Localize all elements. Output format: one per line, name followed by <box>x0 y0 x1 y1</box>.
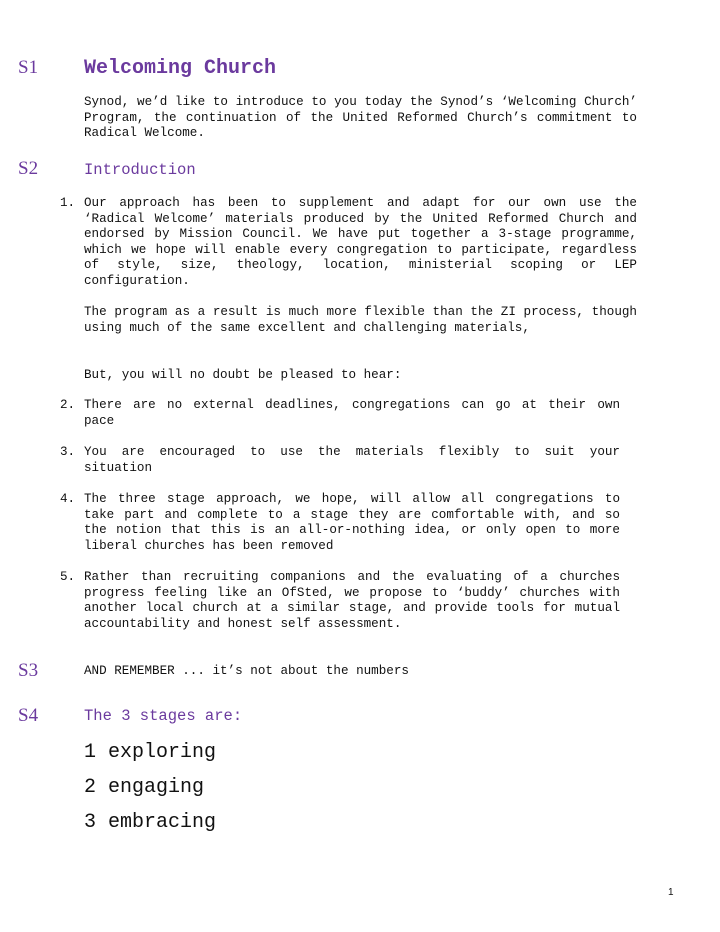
page-title: Welcoming Church <box>84 57 277 80</box>
list-text: There are no external deadlines, congregations can go at their own pace <box>84 398 620 428</box>
remember-line: AND REMEMBER ... it’s not about the numbers <box>84 664 409 678</box>
list-text: Our approach has been to supplement and adapt for our own use the ‘Radical Welcome’ materials produced by the United Reformed Church and endorsed by Mission Council. We have put together a 3-stage programme, which we hope will enable every congregation to participate, regardless of style, size, theology, location, ministerial scoping or LEP configuration. <box>84 196 637 288</box>
section-marker-s1: S1 <box>18 57 39 78</box>
list-item <box>60 445 620 476</box>
list-item <box>60 492 620 554</box>
list-item <box>60 398 620 429</box>
program-paragraph: The program as a result is much more flexible than the ZI process, though using much of the same excellent and challenging materials, <box>84 305 637 335</box>
section-marker-s3: S3 <box>18 660 39 681</box>
intro-paragraph: Synod, we’d like to introduce to you today the Synod’s ‘Welcoming Church’ Program, the continuation of the United Reformed Church’s commitment to Radical Welcome. <box>84 95 637 141</box>
list-number: 3. <box>60 445 76 459</box>
list-number: 1. <box>60 196 76 210</box>
section-marker-s4: S4 <box>18 705 39 726</box>
introduction-heading: Introduction <box>84 161 196 179</box>
stage-item: 2 engaging <box>84 776 205 799</box>
list-item <box>60 570 620 632</box>
list-text: You are encouraged to use the materials flexibly to suit your situation <box>84 445 620 475</box>
list-item <box>60 196 637 290</box>
list-text: The three stage approach, we hope, will allow all congregations to take part and complete to a stage they are comfortable with, and so the notion that this is an all-or-nothing idea, or only open to more liberal churches has been removed <box>84 492 620 553</box>
list-text: Rather than recruiting companions and the evaluating of a churches progress feeling like an OfSted, we propose to ‘buddy’ churches with another local church at a similar stage, and provide tools for mutual accountability and honest self assessment. <box>84 570 620 631</box>
page-number: 1 <box>668 887 674 898</box>
stage-item: 3 embracing <box>84 811 217 834</box>
list-number: 4. <box>60 492 76 506</box>
list-number: 5. <box>60 570 76 584</box>
section-marker-s2: S2 <box>18 158 39 179</box>
stage-item: 1 exploring <box>84 741 217 764</box>
stages-heading: The 3 stages are: <box>84 707 243 725</box>
list-number: 2. <box>60 398 76 412</box>
pleased-paragraph: But, you will no doubt be pleased to hear: <box>84 368 402 382</box>
